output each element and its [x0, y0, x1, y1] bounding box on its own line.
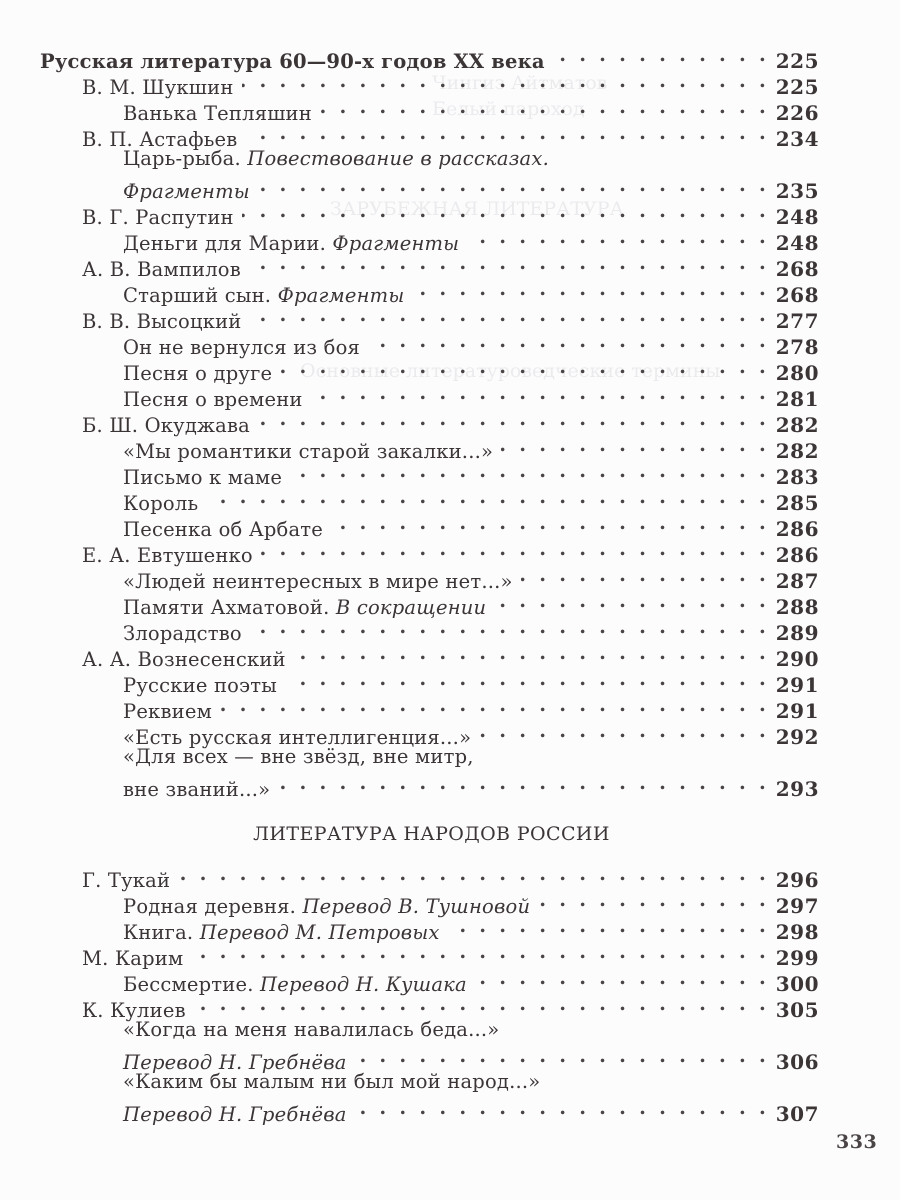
dot-leader: [220, 692, 769, 718]
page-number: 333: [836, 1131, 878, 1153]
dot-leader: [249, 250, 769, 276]
entry-page-number: 225: [775, 49, 819, 73]
entry-page-number: 292: [775, 725, 819, 749]
entry-page-number: 268: [775, 257, 819, 281]
toc-author-entry[interactable]: [40, 406, 819, 437]
entry-page-number: 298: [775, 920, 819, 944]
entry-page-number: 288: [775, 595, 819, 619]
entry-title-text: Песня о друге: [123, 362, 273, 385]
entry-title: [123, 146, 549, 172]
toc-work-entry[interactable]: [40, 718, 819, 749]
entry-page-number: 283: [775, 465, 819, 489]
dot-leader: [412, 276, 769, 302]
entry-subtitle: Перевод Н. Гребнёва: [123, 1051, 347, 1074]
dot-leader: [320, 94, 769, 120]
entry-page-number: 291: [775, 699, 819, 723]
entry-page-number: 306: [775, 1050, 819, 1074]
toc-work-entry[interactable]: [40, 328, 819, 359]
bleed-through-text: Чингиз Айтматов: [432, 72, 608, 94]
entry-title-text: Старший сын.: [123, 284, 278, 307]
entry-subtitle: Повествование в рассказах.: [247, 147, 549, 170]
entry-title-text: Русские поэты: [123, 674, 277, 697]
entry-page-number: 234: [775, 127, 819, 151]
dot-leader: [494, 588, 769, 614]
entry-title-text: Реквием: [123, 700, 212, 723]
entry-page-number: 300: [775, 972, 819, 996]
entry-page-number: 268: [775, 283, 819, 307]
bleed-through-text: Белый пароход: [432, 98, 585, 120]
entry-page-number: 281: [775, 387, 819, 411]
entry-title-text: Бессмертие.: [123, 973, 261, 996]
toc-work-entry[interactable]: [40, 1017, 819, 1043]
entry-title-text: «Людей неинтересных в мире нет...»: [123, 570, 513, 593]
entry-title-text: К. Кулиев: [82, 999, 186, 1022]
entry-subtitle: В сокращении: [335, 596, 487, 619]
toc-work-entry[interactable]: [40, 666, 819, 697]
entry-page-number: 282: [775, 413, 819, 437]
entry-page-number: 287: [775, 569, 819, 593]
entry-page-number: 285: [775, 491, 819, 515]
dot-leader: [331, 510, 769, 536]
dot-leader: [355, 1043, 769, 1069]
entry-page-number: 248: [775, 205, 819, 229]
toc-work-entry[interactable]: [40, 588, 819, 619]
toc-author-entry[interactable]: [40, 198, 819, 229]
entry-title-text: «Для всех — вне звёзд, вне митр,: [123, 745, 474, 768]
dot-leader: [355, 1095, 769, 1121]
toc-work-entry[interactable]: [40, 770, 819, 801]
entry-page-number: 293: [775, 777, 819, 801]
entry-subtitle: Перевод Н. Кушака: [260, 973, 467, 996]
toc-work-entry[interactable]: [40, 744, 819, 770]
toc-work-entry[interactable]: [40, 1043, 819, 1074]
toc-work-entry[interactable]: [40, 887, 819, 918]
entry-subtitle: Фрагменты: [277, 284, 405, 307]
entry-page-number: 291: [775, 673, 819, 697]
entry-title-text: «Есть русская интеллигенция...»: [123, 726, 472, 749]
toc-work-entry[interactable]: [40, 458, 819, 489]
dot-leader: [278, 770, 769, 796]
toc-work-entry[interactable]: [40, 484, 819, 515]
entry-title: [123, 1017, 499, 1043]
entry-page-number: 305: [775, 998, 819, 1022]
entry-page-number: 297: [775, 894, 819, 918]
entry-title-text: Злорадство: [123, 622, 242, 645]
bleed-through-text: ЗАРУБЕЖНАЯ ЛИТЕРАТУРА: [330, 198, 624, 220]
entry-title-text: Ванька Тепляшин: [123, 102, 312, 125]
entry-title-text: Книга.: [123, 921, 200, 944]
toc-author-entry[interactable]: [40, 991, 819, 1022]
dot-leader: [258, 172, 769, 198]
toc-author-entry[interactable]: [40, 536, 819, 567]
dot-leader: [245, 120, 769, 146]
entry-title-text: А. А. Вознесенский: [82, 648, 286, 671]
entry-title: [123, 1102, 347, 1128]
toc-author-entry[interactable]: [40, 939, 819, 970]
dot-leader: [467, 224, 769, 250]
entry-title-text: «Мы романтики старой закалки...»: [123, 440, 494, 463]
dot-leader: [294, 640, 769, 666]
dot-leader: [368, 328, 769, 354]
dot-leader: [206, 484, 769, 510]
entry-title-text: Царь-рыба.: [123, 147, 248, 170]
entry-title-text: Русская литература 60—90-х годов XX века: [40, 50, 545, 73]
dot-leader: [501, 432, 769, 458]
entry-page-number: 226: [775, 101, 819, 125]
toc-author-entry[interactable]: [40, 250, 819, 281]
dot-leader: [479, 718, 769, 744]
entry-page-number: 290: [775, 647, 819, 671]
toc-work-entry[interactable]: [40, 692, 819, 723]
toc-work-entry[interactable]: [40, 432, 819, 463]
dot-leader: [521, 562, 769, 588]
entry-title-text: вне званий...»: [123, 778, 271, 801]
entry-page-number: 286: [775, 543, 819, 567]
entry-subtitle: Перевод М. Петровых: [199, 921, 440, 944]
entry-title-text: «Каким бы малым ни был мой народ...»: [123, 1070, 541, 1093]
toc-work-entry[interactable]: [40, 1095, 819, 1126]
toc-author-entry[interactable]: [40, 68, 819, 99]
toc-work-entry[interactable]: [40, 562, 819, 593]
dot-leader: [258, 406, 769, 432]
entry-subtitle: Фрагменты: [123, 180, 250, 203]
entry-page-number: 277: [775, 309, 819, 333]
toc-work-entry[interactable]: [40, 380, 819, 411]
toc-author-entry[interactable]: [40, 120, 819, 151]
dot-leader: [242, 198, 769, 224]
toc-author-entry[interactable]: [40, 861, 819, 892]
dot-leader: [538, 887, 769, 913]
entry-title-text: «Когда на меня навалилась беда...»: [123, 1018, 500, 1041]
entry-page-number: 296: [775, 868, 819, 892]
entry-title: [123, 744, 474, 770]
section-heading: ЛИТЕРАТУРА НАРОДОВ РОССИИ: [253, 823, 610, 845]
toc-work-entry[interactable]: [40, 94, 819, 125]
dot-leader: [178, 861, 769, 887]
entry-title-text: Б. Ш. Окуджава: [82, 414, 250, 437]
toc-part-entry[interactable]: [40, 42, 819, 73]
entry-title: [123, 777, 270, 803]
dot-leader: [448, 913, 769, 939]
table-of-contents: [40, 42, 819, 1126]
toc-work-entry[interactable]: [40, 224, 819, 255]
entry-title-text: А. В. Вампилов: [82, 258, 241, 281]
toc-author-entry[interactable]: [40, 302, 819, 333]
toc-work-entry[interactable]: [40, 913, 819, 944]
entry-title: [123, 1069, 540, 1095]
entry-page-number: 248: [775, 231, 819, 255]
entry-title-text: Он не вернулся из боя: [123, 336, 361, 359]
entry-title-text: Е. А. Евтушенко: [82, 544, 253, 567]
entry-title-text: Король: [123, 492, 199, 515]
entry-title-text: В. М. Шукшин: [82, 76, 234, 99]
entry-page-number: 289: [775, 621, 819, 645]
toc-work-entry[interactable]: [40, 172, 819, 203]
dot-leader: [242, 68, 769, 94]
dot-leader: [250, 614, 769, 640]
toc-work-entry[interactable]: [40, 614, 819, 645]
entry-page-number: 282: [775, 439, 819, 463]
entry-title-text: Деньги для Марии.: [123, 232, 333, 255]
entry-title-text: В. П. Астафьев: [82, 128, 238, 151]
toc-work-entry[interactable]: [40, 146, 819, 172]
toc-work-entry[interactable]: [40, 354, 819, 385]
toc-work-entry[interactable]: [40, 276, 819, 307]
dot-leader: [475, 965, 769, 991]
entry-page-number: 307: [775, 1102, 819, 1126]
entry-page-number: 278: [775, 335, 819, 359]
entry-title-text: М. Карим: [82, 947, 184, 970]
entry-title-text: Песенка об Арбате: [123, 518, 324, 541]
entry-title-text: Письмо к маме: [123, 466, 283, 489]
entry-page-number: 225: [775, 75, 819, 99]
dot-leader: [553, 42, 769, 68]
entry-page-number: 235: [775, 179, 819, 203]
entry-title-text: В. В. Высоцкий: [82, 310, 242, 333]
entry-title-text: В. Г. Распутин: [82, 206, 234, 229]
toc-work-entry[interactable]: [40, 965, 819, 996]
entry-subtitle: Фрагменты: [332, 232, 460, 255]
dot-leader: [311, 380, 769, 406]
entry-page-number: 299: [775, 946, 819, 970]
dot-leader: [194, 991, 769, 1017]
toc-work-entry[interactable]: [40, 1069, 819, 1095]
dot-leader: [280, 354, 769, 380]
entry-title-text: Песня о времени: [123, 388, 303, 411]
toc-work-entry[interactable]: [40, 510, 819, 541]
entry-subtitle: Перевод В. Тушновой: [302, 895, 531, 918]
entry-subtitle: Перевод Н. Гребнёва: [123, 1103, 347, 1126]
dot-leader: [290, 458, 769, 484]
entry-title-text: Г. Тукай: [82, 869, 171, 892]
dot-leader: [250, 302, 770, 328]
entry-title-text: Родная деревня.: [123, 895, 303, 918]
dot-leader: [191, 939, 769, 965]
entry-page-number: 286: [775, 517, 819, 541]
toc-author-entry[interactable]: [40, 640, 819, 671]
entry-title-text: Памяти Ахматовой.: [123, 596, 336, 619]
dot-leader: [261, 536, 769, 562]
entry-page-number: 280: [775, 361, 819, 385]
dot-leader: [285, 666, 769, 692]
bleed-through-text: Основные литературоведческие термины: [300, 360, 721, 382]
